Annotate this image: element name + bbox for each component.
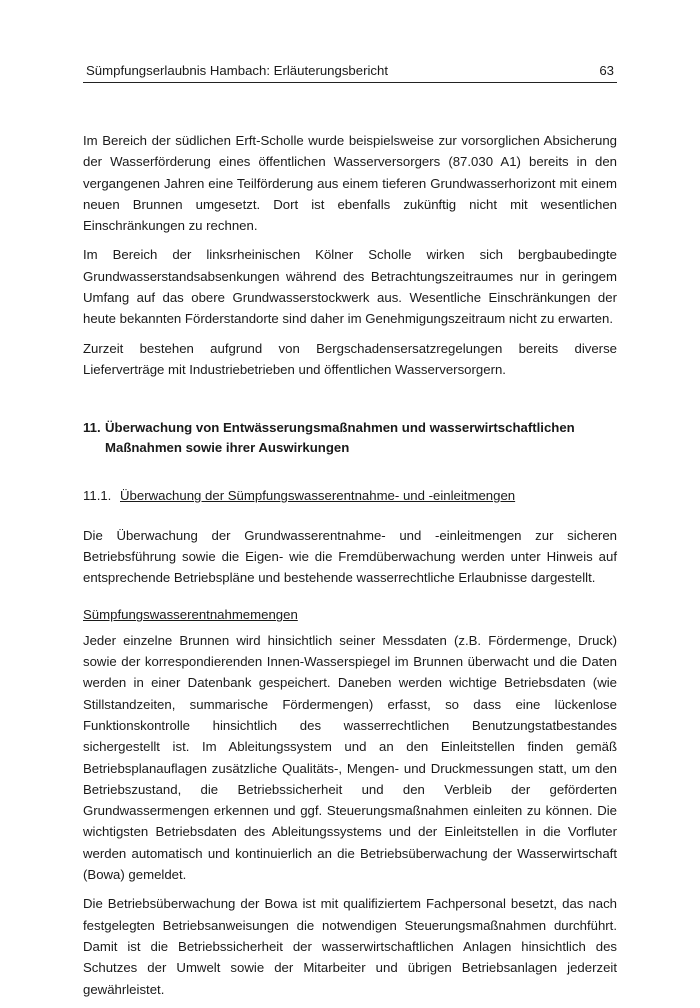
sub-heading: Sümpfungswasserentnahmemengen bbox=[83, 607, 298, 623]
body-paragraph: Jeder einzelne Brunnen wird hinsichtlich seiner Messdaten (z.B. Fördermenge, Druck) sowie der korrespondierenden Innen-Wasserspiegel im Brunnen überwacht und die Daten werden in einer Datenbank gespeichert. Daneben werden wichtige Betriebsdaten (wie Stillstandzeiten, summarische Fördermengen) erfasst, so dass eine lückenlose Funktionskontrolle hinsichtlich des wasserrechtlichen Benutzungstatbestandes sichergestellt ist. Im Ableitungssystem und an den Einleitstellen finden gemäß Betriebsplanauflagen zusätzliche Qualitäts-, Mengen- und Druckmessungen statt, um den Betriebszustand, die Betriebssicherheit und den Verbleib der geförderten Grundwassermengen erkennen und ggf. Steuerungsmaßnahmen einleiten zu können. Die wichtigsten Betriebsdaten des Ableitungssystems und der Einleitstellen in die Vorfluter werden automatisch und kontinuierlich an die Betriebsüberwachung der Wasserwirtschaft (Bowa) gemeldet. bbox=[83, 632, 617, 883]
body-paragraph: Zurzeit bestehen aufgrund von Bergschadensersatzregelungen bereits diverse Lieferverträge mit Industriebetrieben und öffentlichen Wasserversorgern. bbox=[83, 340, 617, 377]
page-number: 63 bbox=[599, 63, 614, 78]
subsection-number: 11.1. bbox=[83, 488, 112, 504]
body-paragraph: Im Bereich der südlichen Erft-Scholle wurde beispielsweise zur vorsorglichen Absicherung der Wasserförderung eines öffentlichen Wasserversorgers (87.030 A1) bereits in den vergangenen Jahren eine Teilförderung aus einem tieferen Grundwasserhorizont mit einem neuen Brunnen umgesetzt. Dort ist ebenfalls zukünftig nicht mit wesentlichen Einschränkungen zu rechnen. bbox=[83, 133, 617, 234]
body-paragraph: Im Bereich der linksrheinischen Kölner Scholle wirken sich bergbaubedingte Grundwasserstandsabsenkungen während des Betrachtungszeitraumes nur in geringem Umfang auf das obere Grundwasserstockwerk aus. Wesentliche Einschränkungen der heute bekannten Förderstandorte sind daher im Genehmigungszeitraum nicht zu erwarten. bbox=[83, 247, 617, 327]
subsection-title: Überwachung der Sümpfungswasserentnahme- und -einleitmengen bbox=[120, 488, 516, 504]
page-body bbox=[83, 130, 617, 1008]
page-header bbox=[83, 60, 617, 83]
body-paragraph: Die Betriebsüberwachung der Bowa ist mit qualifiziertem Fachpersonal besetzt, das nach festgelegten Betriebsanweisungen die notwendigen Steuerungsmaßnahmen durchführt. Damit ist die Betriebssicherheit der wasserwirtschaftlichen Anlagen hinsichtlich des Schutzes der Umwelt sowie der Mitarbeiter und übrigen Betriebsanlagen jederzeit gewährleistet. bbox=[83, 896, 617, 997]
section-number: 11. bbox=[83, 420, 101, 436]
section-heading bbox=[83, 418, 617, 458]
section-title: Überwachung von Entwässerungsmaßnahmen und wasserwirtschaftlichen Maßnahmen sowie ihrer Auswirkungen bbox=[105, 420, 575, 456]
subsection-heading bbox=[83, 485, 617, 506]
body-paragraph: Die Überwachung der Grundwasserentnahme- und -einleitmengen zur sicheren Betriebsführung sowie die Eigen- wie die Fremdüberwachung werden unter Hinweis auf entsprechende Betriebspläne und bestehende wasserrechtliche Erlaubnisse dargestellt. bbox=[83, 527, 617, 586]
header-title: Sümpfungserlaubnis Hambach: Erläuterungsbericht bbox=[86, 63, 389, 78]
